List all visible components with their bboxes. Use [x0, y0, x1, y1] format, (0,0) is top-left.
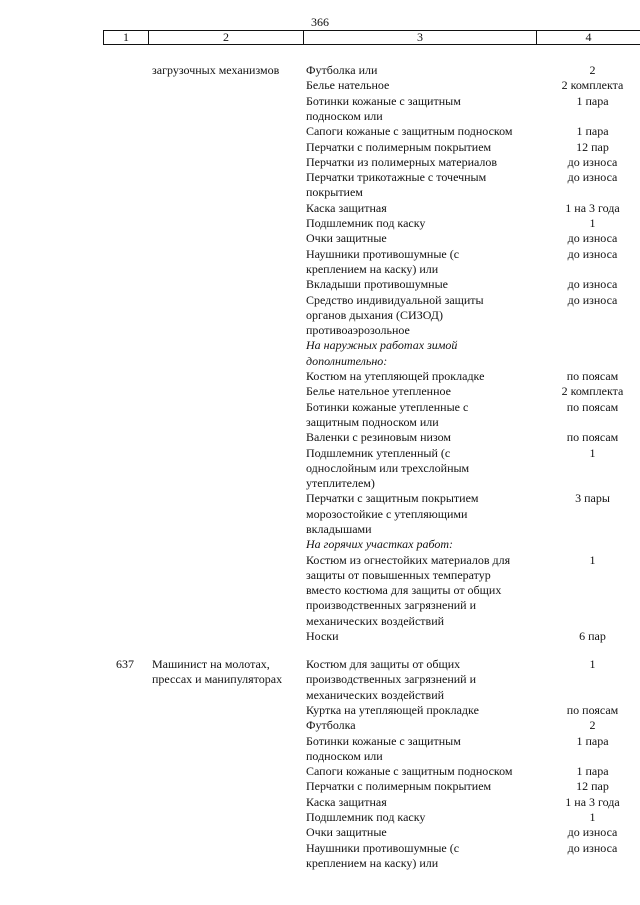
- ppe-item-quantity: по поясам: [566, 430, 619, 445]
- ppe-item-name: [306, 78, 538, 93]
- item-name-line: Очки защитные: [306, 825, 387, 840]
- ppe-item-quantity: 1: [589, 657, 596, 671]
- item-name-line: Средство индивидуальной защиты: [306, 292, 484, 307]
- ppe-item-name: [306, 629, 538, 644]
- item-name-line: Очки защитные: [306, 231, 387, 246]
- ppe-item-quantity: 1 на 3 года: [565, 200, 620, 215]
- ppe-item-name: [306, 63, 538, 78]
- item-name-line: механических воздействий: [306, 613, 445, 628]
- item-name-line: креплением на каску) или: [306, 855, 439, 870]
- item-name-line: Перчатки трикотажные с точечным: [306, 170, 487, 185]
- ppe-item-quantity: до износа: [567, 825, 618, 840]
- ppe-item-name: [306, 764, 538, 779]
- ppe-item-quantity: до износа: [567, 277, 618, 292]
- ppe-item-name: [306, 491, 538, 537]
- ppe-item-name: [306, 734, 538, 765]
- item-name-line: На наружных работах зимой: [306, 338, 458, 353]
- ppe-item-quantity: 1 пара: [576, 733, 609, 748]
- header-col-2: 2: [149, 31, 304, 45]
- ppe-item-quantity: до износа: [567, 231, 618, 246]
- ppe-item-quantity: по поясам: [566, 399, 619, 414]
- ppe-item-quantity: до износа: [567, 246, 618, 261]
- ppe-item-name: [306, 155, 538, 170]
- item-name-line: противоаэрозольное: [306, 323, 410, 338]
- item-name-line: На горячих участках работ:: [306, 537, 454, 552]
- item-name-line: Футболка: [306, 718, 356, 733]
- ppe-item-quantity: 12 пар: [576, 779, 609, 794]
- ppe-item-name: [306, 124, 538, 139]
- item-name-line: однослойным или трехслойным: [306, 460, 470, 475]
- item-name-line: Носки: [306, 629, 339, 644]
- item-name-line: вместо костюма для защиты от общих: [306, 583, 502, 598]
- item-name-line: Ботинки кожаные с защитным: [306, 733, 461, 748]
- item-name-line: производственных загрязнений и: [306, 672, 477, 687]
- item-name-line: производственных загрязнений и: [306, 598, 477, 613]
- profession-line: прессах и манипуляторах: [152, 672, 283, 687]
- item-name-line: Сапоги кожаные с защитным подноском: [306, 124, 513, 139]
- header-col-3: 3: [304, 31, 537, 45]
- ppe-item-name: [306, 810, 538, 825]
- item-name-line: Белье нательное: [306, 78, 390, 93]
- item-name-line: подноском или: [306, 108, 383, 123]
- item-name-line: Ботинки кожаные с защитным: [306, 93, 461, 108]
- ppe-item-quantity: 2 комплекта: [561, 384, 624, 399]
- item-name-line: Перчатки с полимерным покрытием: [306, 139, 492, 154]
- header-col-4: 4: [537, 31, 640, 45]
- item-name-line: Подшлемник под каску: [306, 216, 426, 230]
- profession-line: Машинист на молотах,: [152, 657, 270, 671]
- ppe-item-name: [306, 384, 538, 399]
- header-col-1: 1: [104, 31, 149, 45]
- item-name-line: Подшлемник под каску: [306, 810, 426, 824]
- item-name-line: Костюм на утепляющей прокладке: [306, 369, 485, 383]
- item-name-line: покрытием: [306, 185, 363, 200]
- ppe-item-name: [306, 841, 538, 872]
- subsection-heading: [306, 537, 538, 552]
- item-name-line: Перчатки с защитным покрытием: [306, 491, 479, 506]
- ppe-item-quantity: 1 пара: [576, 764, 609, 779]
- ppe-item-name: [306, 400, 538, 431]
- item-name-line: Сапоги кожаные с защитным подноском: [306, 764, 513, 779]
- item-name-line: Белье нательное утепленное: [306, 384, 451, 399]
- ppe-item-name: [306, 779, 538, 794]
- ppe-item-name: [306, 657, 538, 703]
- ppe-item-name: [306, 293, 538, 339]
- item-name-line: утеплителем): [306, 476, 375, 491]
- entry-number: 637: [116, 657, 134, 671]
- ppe-item-name: [306, 170, 538, 201]
- ppe-item-name: [306, 718, 538, 733]
- item-name-line: Костюм из огнестойких материалов для: [306, 552, 511, 567]
- ppe-item-quantity: 1 пара: [576, 93, 609, 108]
- item-name-line: Наушники противошумные (с: [306, 246, 460, 261]
- ppe-item-name: [306, 247, 538, 278]
- item-name-line: Футболка или: [306, 63, 378, 77]
- item-name-line: креплением на каску) или: [306, 261, 439, 276]
- ppe-item-quantity: 6 пар: [579, 629, 606, 644]
- ppe-item-quantity: 3 пары: [575, 491, 610, 506]
- ppe-item-name: [306, 825, 538, 840]
- ppe-item-name: [306, 430, 538, 445]
- ppe-item-quantity: до износа: [567, 170, 618, 185]
- item-name-line: Валенки с резиновым низом: [306, 430, 452, 445]
- item-name-line: Подшлемник утепленный (с: [306, 445, 451, 460]
- subsection-heading: [306, 338, 538, 369]
- item-name-line: Ботинки кожаные утепленные с: [306, 399, 469, 414]
- ppe-item-name: [306, 216, 538, 231]
- item-name-line: Вкладыши противошумные: [306, 277, 448, 292]
- ppe-item-quantity: 1 пара: [576, 124, 609, 139]
- ppe-item-quantity: 2: [589, 63, 596, 77]
- item-name-line: Костюм для защиты от общих: [306, 657, 461, 671]
- item-name-line: Каска защитная: [306, 200, 387, 215]
- item-name-line: защиты от повышенных температур: [306, 567, 491, 582]
- ppe-item-quantity: 2 комплекта: [561, 78, 624, 93]
- ppe-item-name: [306, 703, 538, 718]
- ppe-item-name: [306, 553, 538, 629]
- ppe-item-quantity: до износа: [567, 840, 618, 855]
- ppe-item-name: [306, 231, 538, 246]
- ppe-item-quantity: до износа: [567, 292, 618, 307]
- ppe-item-quantity: 1: [589, 216, 596, 230]
- ppe-item-name: [306, 277, 538, 292]
- item-name-line: морозостойкие с утепляющими: [306, 506, 468, 521]
- ppe-item-quantity: 1: [589, 445, 596, 460]
- item-name-line: подноском или: [306, 748, 383, 763]
- item-name-line: механических воздействий: [306, 687, 445, 702]
- item-name-line: дополнительно:: [306, 353, 388, 368]
- item-name-line: вкладышами: [306, 521, 372, 536]
- item-name-line: Наушники противошумные (с: [306, 840, 460, 855]
- ppe-item-quantity: 1: [589, 552, 596, 567]
- column-header-table: [103, 30, 640, 45]
- ppe-item-quantity: по поясам: [566, 702, 619, 717]
- ppe-item-quantity: до износа: [567, 154, 618, 169]
- ppe-item-quantity: 2: [589, 718, 596, 733]
- profession-name: [152, 63, 302, 78]
- ppe-item-name: [306, 795, 538, 810]
- ppe-item-name: [306, 140, 538, 155]
- ppe-item-name: [306, 369, 538, 384]
- item-name-line: Перчатки с полимерным покрытием: [306, 779, 492, 794]
- item-name-line: защитным подноском или: [306, 414, 439, 429]
- item-name-line: Каска защитная: [306, 794, 387, 809]
- ppe-item-name: [306, 201, 538, 216]
- page-number: 366: [311, 15, 329, 29]
- ppe-item-quantity: 1: [589, 810, 596, 824]
- profession-name: [152, 657, 302, 688]
- ppe-item-name: [306, 94, 538, 125]
- profession-line: загрузочных механизмов: [152, 63, 280, 77]
- ppe-item-name: [306, 446, 538, 492]
- ppe-item-quantity: по поясам: [566, 369, 619, 383]
- item-name-line: Перчатки из полимерных материалов: [306, 154, 498, 169]
- ppe-item-quantity: 12 пар: [576, 139, 609, 154]
- item-name-line: Куртка на утепляющей прокладке: [306, 702, 479, 717]
- ppe-item-quantity: 1 на 3 года: [565, 794, 620, 809]
- item-name-line: органов дыхания (СИЗОД): [306, 307, 443, 322]
